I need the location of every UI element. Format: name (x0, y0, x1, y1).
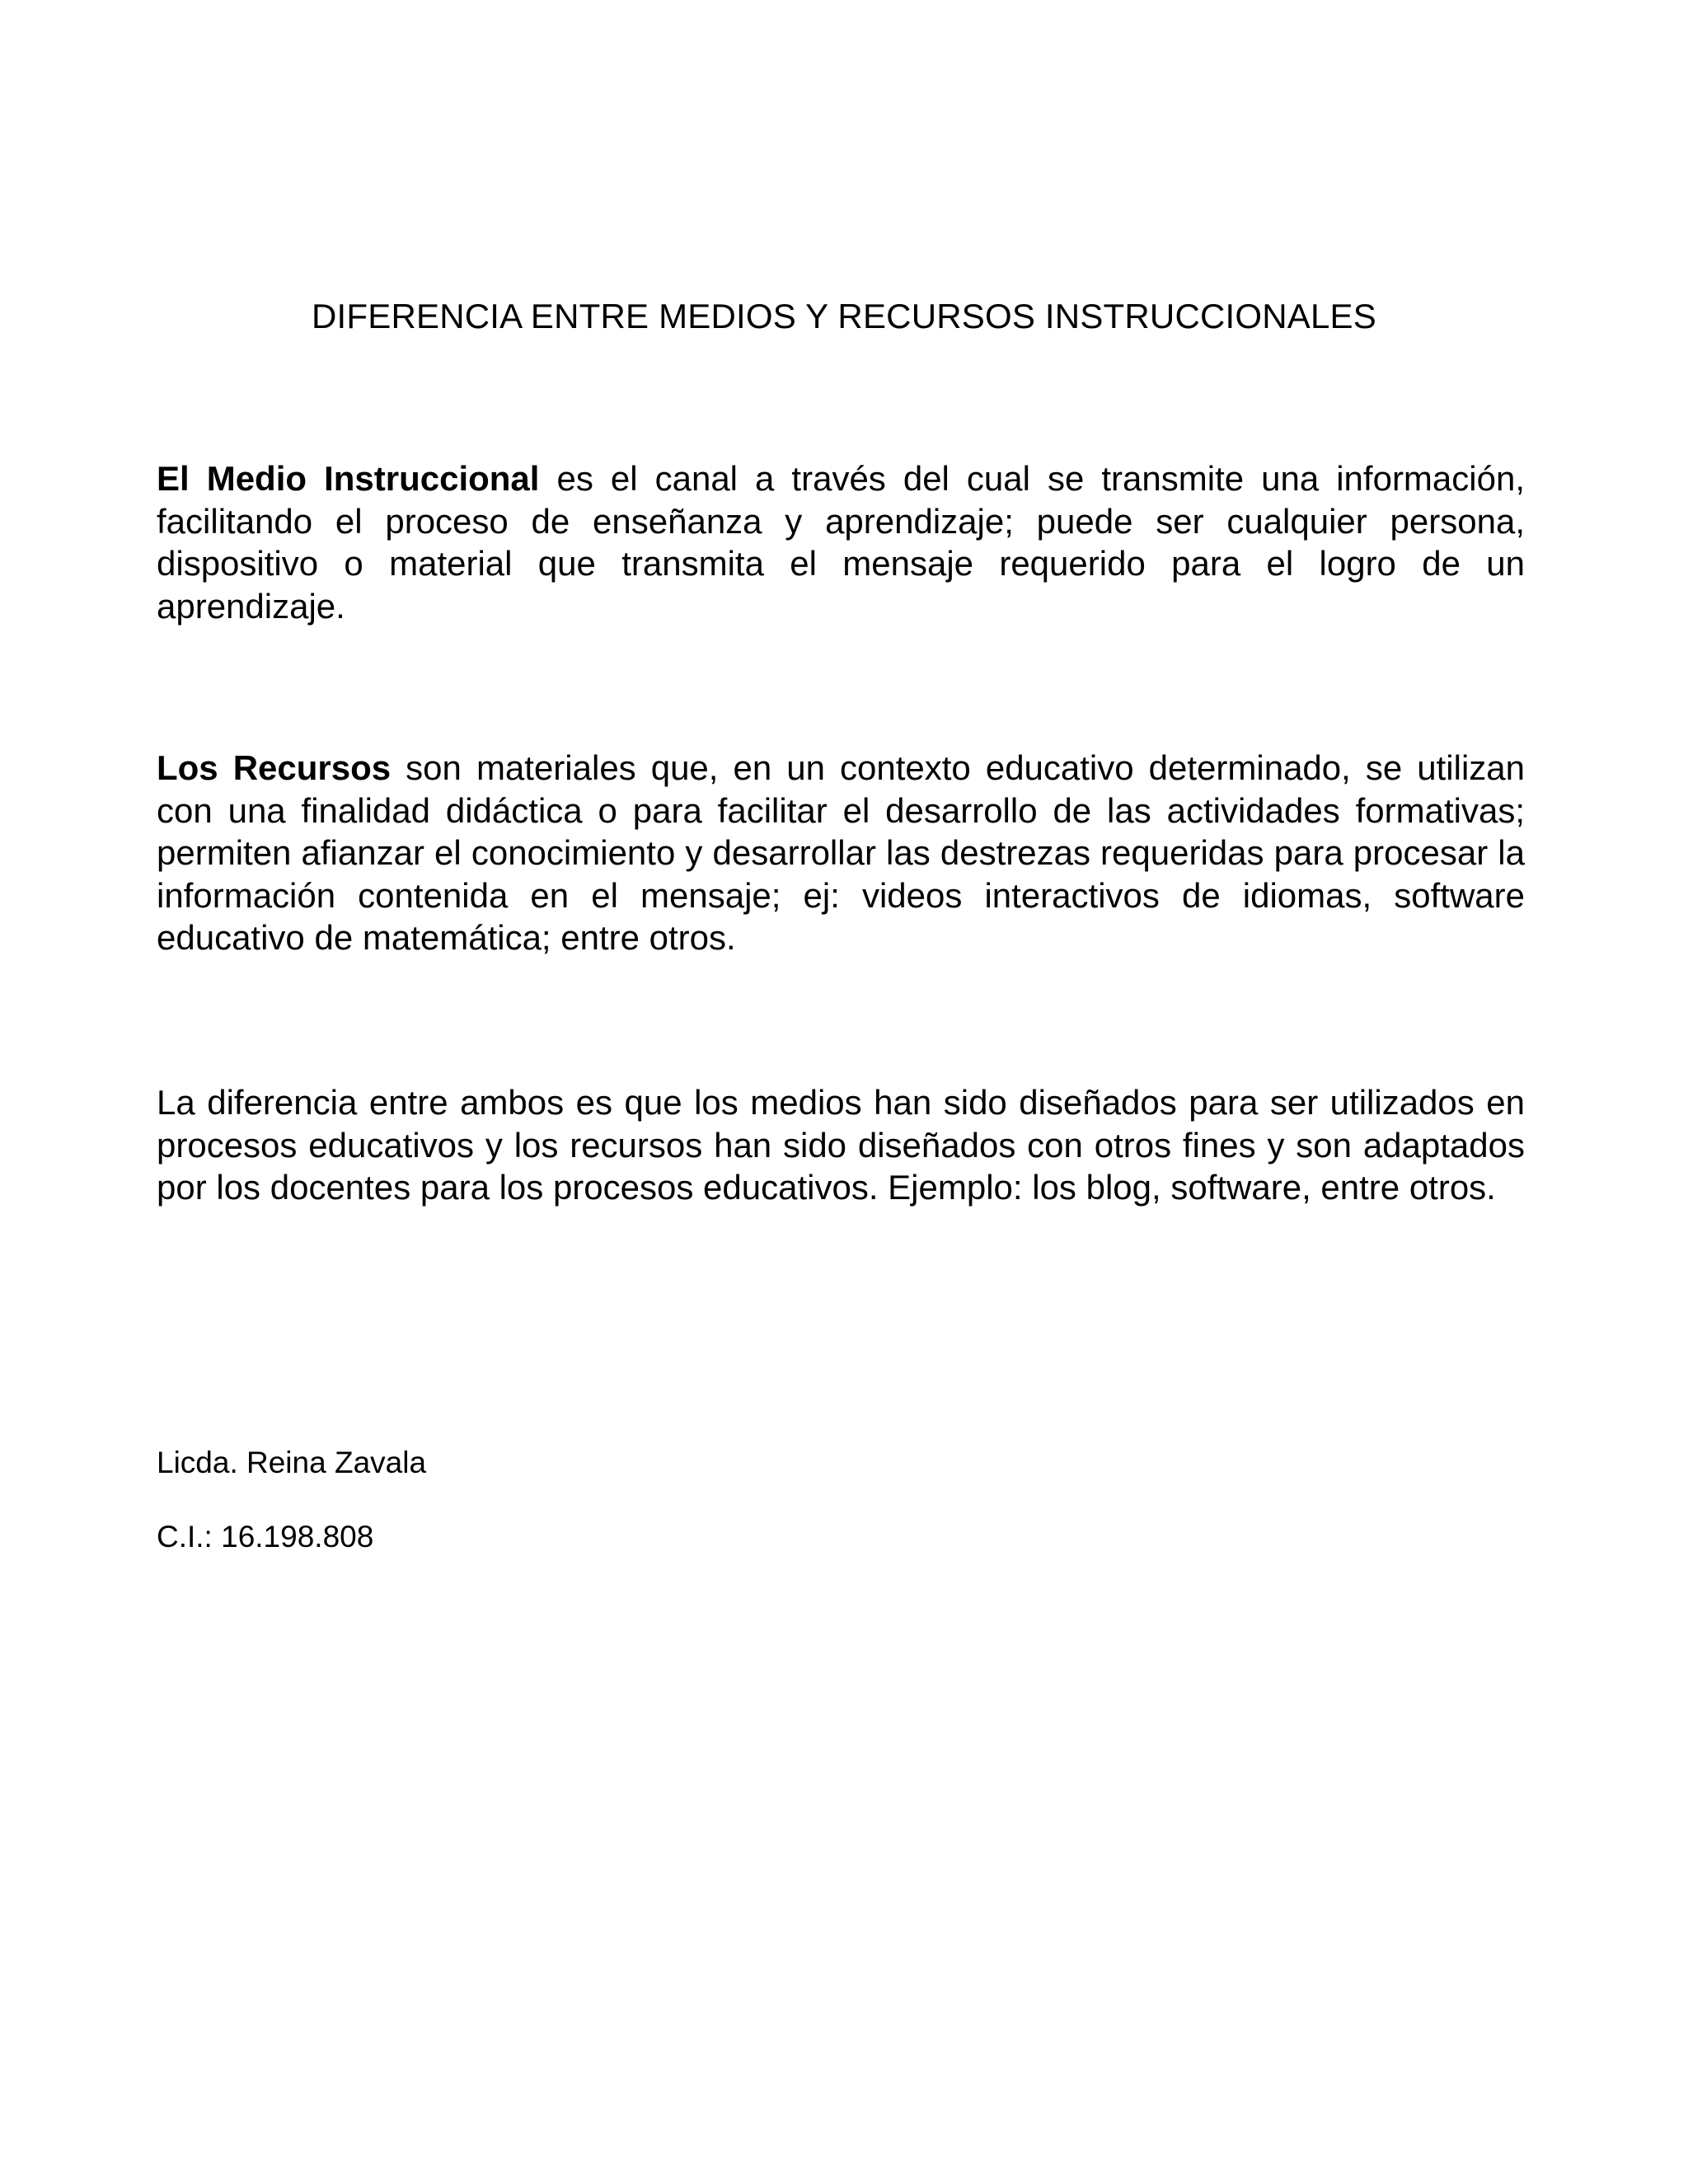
paragraph-medio-instruccional (157, 457, 1525, 627)
paragraph-lead-term: Los Recursos (157, 748, 392, 787)
paragraph-recursos (157, 747, 1525, 959)
paragraph-text: son materiales que, en un contexto educativo determinado, se utilizan con una finalidad didáctica o para facilitar el desarrollo de las actividades formativas; permiten afianzar el conocimiento y desarrollar las destrezas requeridas para procesar la información contenida en el mensaje; ej: videos interactivos de idiomas, software educativo de matemática; entre otros. (157, 748, 1525, 957)
signature-id-number: C.I.: 16.198.808 (157, 1520, 374, 1554)
paragraph-lead-term: El Medio Instruccional (157, 459, 540, 498)
paragraph-text: es el canal a través del cual se transmite una información, facilitando el proceso de enseñanza y aprendizaje; puede ser cualquier persona, dispositivo o material que transmita el mensaje requerido para el logro de un aprendizaje. (157, 459, 1525, 626)
paragraph-text: La diferencia entre ambos es que los medios han sido diseñados para ser utilizados en procesos educativos y los recursos han sido diseñados con otros fines y son adaptados por los docentes para los procesos educativos. Ejemplo: los blog, software, entre otros. (157, 1083, 1525, 1207)
signature-name: Licda. Reina Zavala (157, 1446, 427, 1479)
paragraph-diferencia (157, 1081, 1525, 1209)
document-title: DIFERENCIA ENTRE MEDIOS Y RECURSOS INSTRUCCIONALES (311, 297, 1376, 335)
